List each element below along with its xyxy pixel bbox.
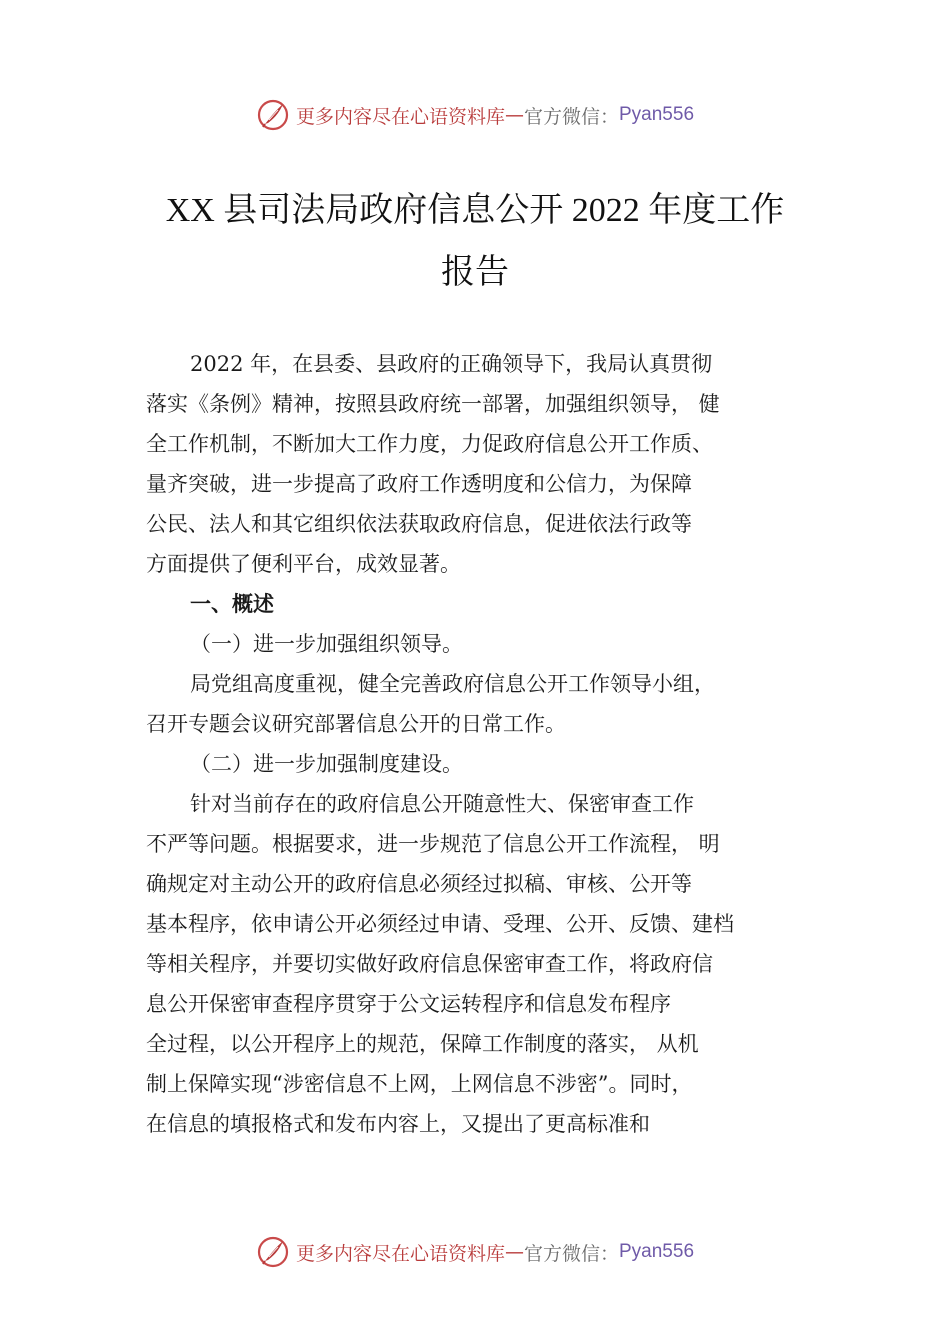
text-line: 不严等问题。根据要求，进一步规范了信息公开工作流程， 明 (146, 832, 720, 856)
quill-pen-logo-icon (256, 1235, 290, 1269)
section-heading-overview: 一、概述 (190, 592, 274, 616)
banner-wechat-label: 官方微信： (523, 105, 619, 128)
text-line: 方面提供了便利平台，成效显著。 (146, 552, 461, 576)
text-line: 量齐突破，进一步提高了政府工作透明度和公信力，为保障 (146, 472, 692, 496)
text-line: 全工作机制，不断加大工作力度，力促政府信息公开工作质、 (146, 432, 713, 456)
text-line: 确规定对主动公开的政府信息必须经过拟稿、审核、公开等 (146, 872, 692, 896)
banner-wechat-label: 官方微信： (523, 1242, 619, 1265)
banner-wechat-id: Pyan556 (619, 104, 695, 125)
document-body (146, 344, 822, 1144)
subsection-heading-2: （二）进一步加强制度建设。 (190, 752, 463, 776)
text-line: 制上保障实现“涉密信息不上网，上网信息不涉密”。同时， (146, 1072, 693, 1096)
subsection-2-paragraph (146, 784, 822, 1144)
text-line: 局党组高度重视，健全完善政府信息公开工作领导小组， (190, 672, 715, 696)
text-line: 等相关程序，并要切实做好政府信息保密审查工作，将政府信 (146, 952, 713, 976)
title-line-2: 报告 (441, 254, 509, 291)
text-line: 全过程，以公开程序上的规范，保障工作制度的落实， 从机 (146, 1032, 699, 1056)
banner-wechat-id: Pyan556 (619, 1241, 695, 1262)
intro-paragraph (146, 344, 822, 584)
watermark-banner-top (0, 95, 950, 135)
text-line: 息公开保密审查程序贯穿于公文运转程序和信息发布程序 (146, 992, 671, 1016)
banner-dash: — (504, 104, 524, 126)
text-line: 召开专题会议研究部署信息公开的日常工作。 (146, 712, 566, 736)
watermark-banner-bottom (0, 1232, 950, 1272)
text-line: 针对当前存在的政府信息公开随意性大、保密审查工作 (190, 792, 694, 816)
subsection-heading-1: （一）进一步加强组织领导。 (190, 632, 463, 656)
banner-dash: — (504, 1241, 524, 1263)
text-line: 基本程序，依申请公开必须经过申请、受理、公开、反馈、建档 (146, 912, 734, 936)
banner-brand-text: 更多内容尽在心语资料库 (295, 1242, 505, 1265)
title-line-1: XX 县司法局政府信息公开 2022 年度工作 (165, 192, 785, 229)
document-title (120, 180, 830, 304)
text-line: 公民、法人和其它组织依法获取政府信息，促进依法行政等 (146, 512, 692, 536)
quill-pen-logo-icon (256, 98, 290, 132)
banner-brand-text: 更多内容尽在心语资料库 (295, 105, 505, 128)
subsection-1-paragraph (146, 664, 822, 744)
text-line: 落实《条例》精神，按照县政府统一部署，加强组织领导， 健 (146, 392, 720, 416)
text-line: 在信息的填报格式和发布内容上，又提出了更高标准和 (146, 1112, 650, 1136)
text-line: 2022 年，在县委、县政府的正确领导下，我局认真贯彻 (190, 352, 713, 376)
